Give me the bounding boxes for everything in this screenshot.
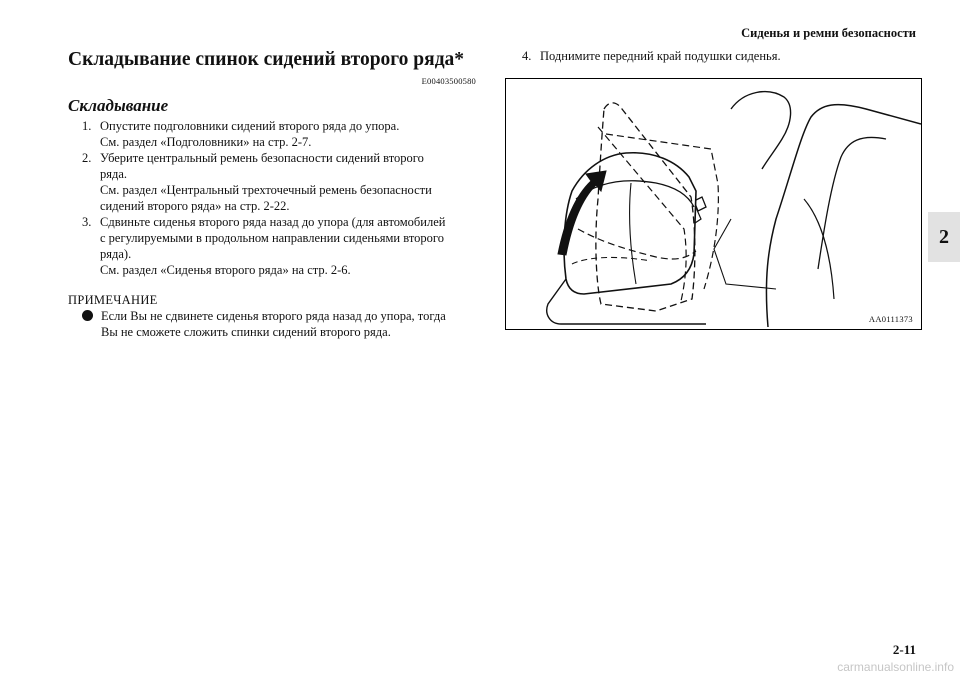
step-item (68, 150, 476, 214)
step-line: сидений второго ряда» на стр. 2-22. (100, 199, 290, 213)
step-line: См. раздел «Сиденья второго ряда» на стр. 2-6. (100, 263, 351, 277)
step-item (68, 214, 476, 278)
note-body (101, 308, 446, 340)
figure-code: AA0111373 (868, 314, 913, 324)
subsection-title: Складывание (68, 96, 169, 115)
left-column (68, 48, 476, 340)
step-number: 2. (82, 151, 92, 165)
step-line: Сдвиньте сиденья второго ряда назад до упора (для автомобилей (100, 215, 446, 229)
step-number: 1. (82, 119, 92, 133)
step-line: ряда. (100, 167, 128, 181)
note-line: Если Вы не сдвинете сиденья второго ряда назад до упора, тогда (101, 309, 446, 323)
seat-drawing (506, 79, 921, 329)
section-title: Складывание спинок сидений второго ряда* (68, 49, 465, 70)
note-label: ПРИМЕЧАНИЕ (68, 293, 158, 307)
step-line: Уберите центральный ремень безопасности сидений второго (100, 151, 424, 165)
step-line: См. раздел «Подголовники» на стр. 2-7. (100, 135, 312, 149)
watermark: carmanualsonline.info (837, 660, 954, 674)
note-item (82, 308, 476, 340)
steps-list (68, 118, 476, 278)
headrest-outline (731, 92, 791, 169)
bullet-icon (82, 310, 93, 321)
section-code: E00403500580 (421, 76, 476, 86)
step-item (508, 48, 922, 64)
step-body (100, 214, 476, 278)
front-seat-back-inner (818, 137, 886, 269)
right-column (508, 48, 922, 64)
step-line: с регулируемыми в продольном направлении сиденьями второго (100, 231, 444, 245)
running-header: Сиденья и ремни безопасности (741, 26, 916, 40)
front-seat-back-outline (766, 105, 921, 327)
step-number: 3. (82, 215, 92, 229)
step-number: 4. (522, 49, 532, 63)
chapter-tab: 2 (928, 212, 960, 262)
step-body (100, 150, 476, 214)
front-seat-edge (804, 199, 834, 299)
step-text: Поднимите передний край подушки сиденья. (540, 49, 781, 63)
page-number: 2-11 (892, 642, 916, 657)
seat-illustration (505, 78, 922, 330)
step-line: См. раздел «Центральный трехточечный ремень безопасности (100, 183, 432, 197)
step-line: ряда). (100, 247, 132, 261)
step-body (100, 118, 476, 150)
note-block (68, 292, 476, 340)
note-line: Вы не сможете сложить спинки сидений второго ряда. (101, 325, 391, 339)
step-line: Опустите подголовники сидений второго ряда до упора. (100, 119, 400, 133)
step-item (68, 118, 476, 150)
